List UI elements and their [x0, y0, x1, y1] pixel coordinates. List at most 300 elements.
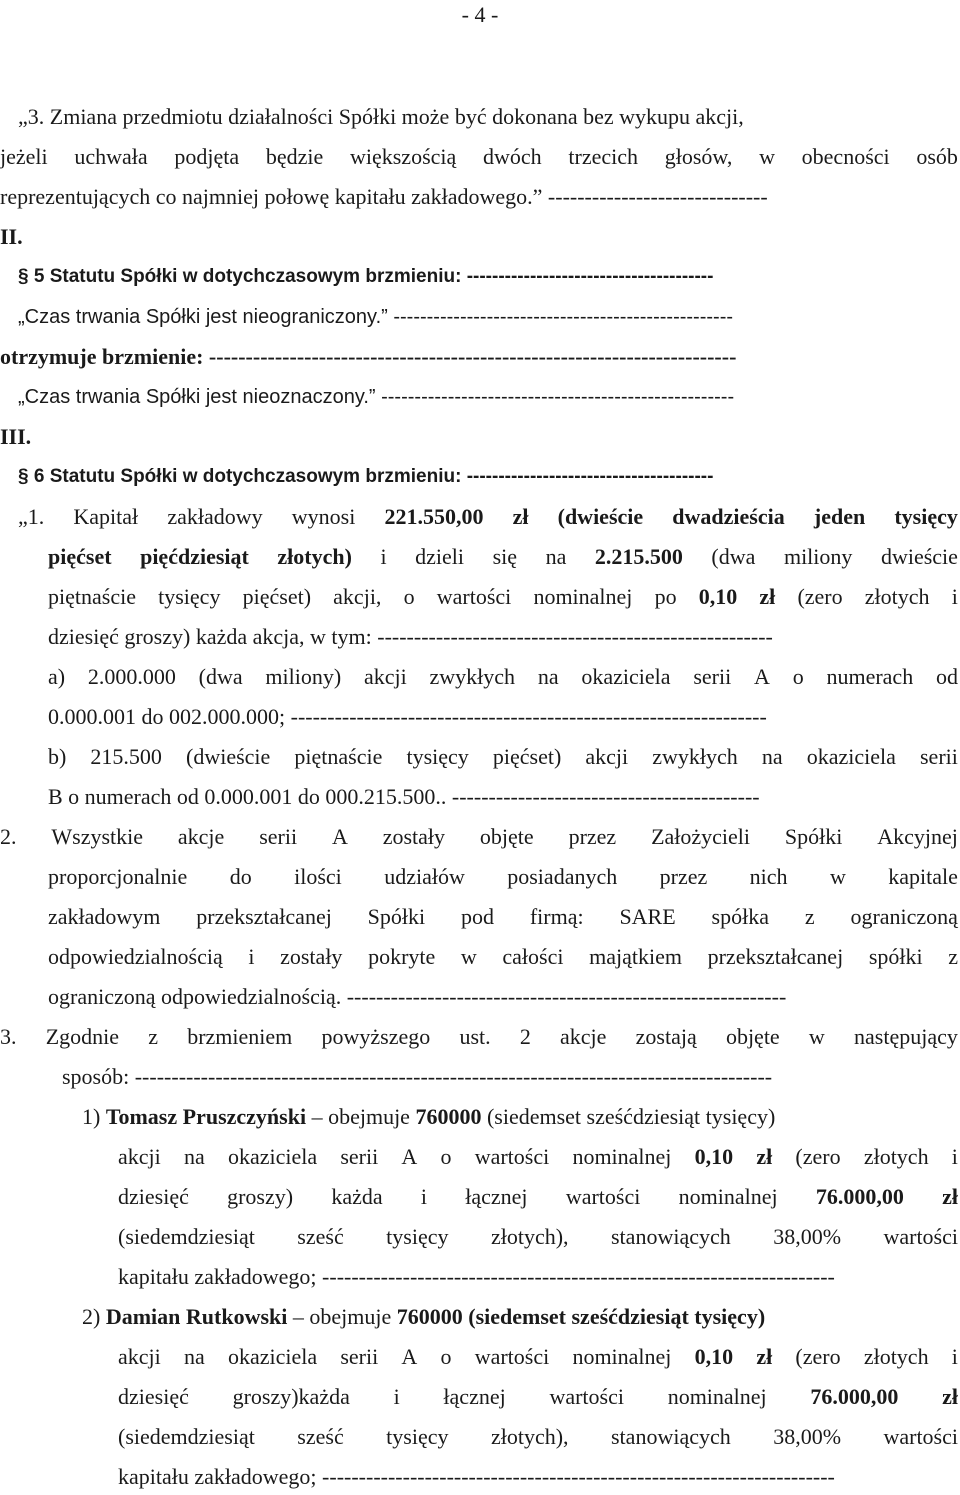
text-run: ilości	[294, 864, 342, 889]
word	[916, 144, 958, 170]
word	[942, 1384, 958, 1410]
word	[493, 544, 517, 570]
word	[148, 1024, 158, 1050]
text-run: reprezentujących co najmniej połowę kapitału zakładowego.” ------------------------------	[0, 184, 768, 209]
word	[18, 504, 44, 530]
text-run: majątkiem	[589, 944, 682, 969]
bold-text: 76.000,00	[810, 1384, 899, 1409]
word	[167, 504, 262, 530]
word	[589, 944, 682, 970]
text-run: w	[808, 1024, 825, 1049]
bold-text: tysięcy	[894, 504, 958, 529]
bold-text: 0,10	[694, 1344, 734, 1369]
text-line	[18, 464, 958, 490]
word	[546, 544, 567, 570]
text-run: akcje	[560, 1024, 607, 1049]
word	[186, 744, 270, 770]
text-line	[48, 664, 958, 690]
word	[277, 544, 352, 570]
text-run: (dwieście	[186, 744, 271, 769]
word	[693, 664, 731, 690]
word	[756, 1344, 772, 1370]
word	[441, 1344, 452, 1370]
word	[187, 1024, 292, 1050]
word	[475, 1144, 550, 1170]
word	[695, 1144, 734, 1170]
text-line	[48, 944, 958, 970]
text-run: przez	[659, 864, 708, 889]
text-run: groszy)każda	[232, 1384, 350, 1409]
word	[533, 584, 632, 610]
text-run: przez	[568, 824, 617, 849]
text-run: sześć	[297, 1224, 344, 1249]
bold-text: II.	[0, 224, 23, 249]
word	[869, 944, 923, 970]
text-run: akcji	[363, 664, 407, 689]
text-run: Spółki	[784, 824, 843, 849]
text-run: „Czas trwania Spółki jest nieograniczony.” ---------------------------------------------------	[18, 306, 734, 328]
text-run: zwykłych	[429, 664, 516, 689]
word	[118, 1384, 189, 1410]
word	[0, 1024, 17, 1050]
text-run: akcji	[118, 1144, 161, 1169]
text-run: na	[537, 664, 559, 689]
word	[230, 864, 252, 890]
text-run: pod	[460, 904, 494, 929]
word	[865, 584, 930, 610]
text-run: 1)	[82, 1104, 106, 1129]
text-run: obecności	[801, 144, 890, 169]
text-run: – obejmuje	[306, 1104, 416, 1129]
word	[118, 1224, 255, 1250]
text-run: wartości	[549, 1384, 624, 1409]
word	[118, 1344, 161, 1370]
word	[894, 504, 958, 530]
text-run: złotych	[863, 1344, 929, 1369]
text-run: (siedemdziesiąt	[118, 1424, 255, 1449]
word	[759, 144, 775, 170]
word	[795, 1144, 840, 1170]
word	[864, 1344, 929, 1370]
word	[430, 664, 516, 690]
text-run: – obejmuje	[287, 1304, 397, 1329]
word	[572, 1344, 671, 1370]
text-run: i	[248, 944, 255, 969]
text-run: dwóch	[483, 144, 542, 169]
text-run: pięćset)	[492, 744, 562, 769]
word	[513, 504, 529, 530]
text-run: miliony	[783, 544, 853, 569]
word	[88, 664, 176, 690]
word	[952, 1144, 958, 1170]
text-run: będzie	[265, 144, 324, 169]
word	[401, 1344, 417, 1370]
word	[655, 584, 677, 610]
text-run: i	[420, 1184, 428, 1209]
word	[569, 824, 617, 850]
text-run: większością	[349, 144, 457, 169]
text-run: na	[545, 544, 567, 569]
word	[266, 144, 323, 170]
word	[651, 824, 750, 850]
bold-text: zł	[942, 1184, 958, 1209]
text-run: osób	[916, 144, 958, 169]
text-line	[48, 624, 958, 650]
word	[364, 664, 407, 690]
text-run: 38,00%	[773, 1224, 842, 1249]
text-run: wartości	[474, 1344, 550, 1369]
text-line	[118, 1224, 958, 1250]
text-run: odpowiedzialnością	[48, 944, 223, 969]
text-line	[48, 784, 958, 810]
text-run: wartości	[883, 1224, 958, 1249]
word	[294, 744, 382, 770]
word	[394, 1384, 400, 1410]
bold-text: zł	[512, 504, 529, 529]
word	[785, 824, 842, 850]
text-run: akcji,	[333, 584, 382, 609]
word	[48, 664, 65, 690]
word	[595, 544, 683, 570]
word	[611, 1424, 731, 1450]
text-run: i	[393, 1384, 400, 1409]
word	[292, 504, 356, 530]
word	[712, 904, 769, 930]
text-run: Kapitał	[73, 504, 139, 529]
text-line	[0, 224, 958, 250]
word	[461, 944, 477, 970]
bold-text: (dwieście	[557, 504, 644, 529]
word	[465, 1184, 527, 1210]
text-run: ograniczoną	[850, 904, 958, 929]
text-run: (siedemset sześćdziesiąt tysięcy)	[481, 1104, 776, 1129]
word	[332, 824, 348, 850]
text-line	[18, 104, 958, 130]
text-run: okaziciela	[227, 1344, 318, 1369]
text-run: wartości	[474, 1144, 550, 1169]
bold-text: zł	[759, 584, 776, 609]
word	[483, 144, 542, 170]
word	[793, 664, 804, 690]
text-run: serii	[340, 1144, 379, 1169]
text-run: (zero	[795, 1144, 841, 1169]
text-run: podjęta	[174, 144, 240, 169]
word	[178, 824, 224, 850]
word	[942, 1184, 958, 1210]
word	[668, 1384, 767, 1410]
text-line	[48, 544, 958, 570]
word	[350, 144, 456, 170]
text-run: „Czas trwania Spółki jest nieoznaczony.” -----------------------------------------------------	[18, 386, 735, 408]
word	[660, 864, 708, 890]
text-run: złotych),	[490, 1424, 569, 1449]
text-run: ograniczoną odpowiedzialnością. ------------------------------------------------------------	[48, 984, 787, 1009]
word	[726, 1024, 780, 1050]
word	[297, 1424, 343, 1450]
bold-text: Tomasz Pruszczyński	[105, 1104, 307, 1129]
word	[480, 824, 534, 850]
text-run: z	[148, 1024, 158, 1049]
text-run: następujący	[854, 1024, 958, 1049]
text-run: trzecich	[568, 144, 638, 169]
text-line	[18, 304, 958, 330]
word	[475, 1344, 550, 1370]
bold-text: jeden	[813, 504, 866, 529]
text-run: zakładowy	[167, 504, 263, 529]
text-run: 0.000.001 do 002.000.000; -----------------------------------------------------------------	[48, 704, 767, 729]
word	[816, 1184, 904, 1210]
text-run: wynosi	[291, 504, 356, 529]
text-line	[82, 1304, 958, 1330]
word	[280, 944, 342, 970]
word	[672, 504, 784, 530]
text-run: uchwała	[74, 144, 148, 169]
text-run: brzmieniem	[187, 1024, 293, 1049]
text-run: jeżeli	[0, 144, 48, 169]
text-run: o	[403, 584, 415, 609]
word	[762, 744, 783, 770]
text-run: łącznej	[443, 1384, 506, 1409]
word	[802, 144, 890, 170]
bold-text: 760000	[415, 1104, 482, 1129]
text-run: A	[754, 664, 770, 689]
bold-text: zł	[942, 1384, 958, 1409]
text-run: przekształcanej	[707, 944, 844, 969]
word	[810, 1384, 898, 1410]
text-run: wartości	[565, 1184, 641, 1209]
word	[243, 584, 311, 610]
text-line	[18, 504, 958, 530]
text-run: (dwa	[711, 544, 756, 569]
text-run: w	[829, 864, 846, 889]
text-run: w	[460, 944, 477, 969]
text-run: nominalnej	[572, 1144, 672, 1169]
word	[174, 144, 239, 170]
word	[48, 904, 160, 930]
word	[199, 664, 243, 690]
text-line	[0, 344, 958, 370]
text-run: dziesięć	[118, 1384, 189, 1409]
text-run: „1.	[18, 504, 45, 529]
word	[228, 1344, 317, 1370]
text-run: przekształcanej	[196, 904, 332, 929]
text-run: na	[183, 1344, 205, 1369]
word	[294, 864, 342, 890]
text-line	[48, 704, 958, 730]
word	[807, 744, 896, 770]
text-run: o	[440, 1344, 452, 1369]
text-run: od	[935, 664, 958, 689]
text-line	[0, 424, 958, 450]
text-run: ust.	[459, 1024, 491, 1049]
word	[48, 944, 223, 970]
text-run: o	[792, 664, 804, 689]
text-run: zostały	[382, 824, 446, 849]
word	[699, 584, 738, 610]
text-run: (zero	[795, 1344, 841, 1369]
bold-text: pięćdziesiąt	[140, 544, 249, 569]
text-run: z	[948, 944, 958, 969]
word	[368, 904, 425, 930]
text-run: nich	[749, 864, 788, 889]
text-run: udziałów	[384, 864, 465, 889]
word	[948, 944, 958, 970]
word	[421, 1184, 427, 1210]
word	[401, 1144, 417, 1170]
text-run: złotych	[864, 584, 930, 609]
text-run: 2.000.000	[87, 664, 176, 689]
text-run: 3.	[0, 1024, 17, 1049]
text-run: złotych),	[490, 1224, 569, 1249]
text-run: spółka	[711, 904, 769, 929]
word	[415, 544, 464, 570]
bold-text: 0,10	[698, 584, 738, 609]
text-run: nominalnej	[572, 1344, 672, 1369]
text-run: Wszystkie	[51, 824, 144, 849]
text-line	[118, 1144, 958, 1170]
word	[459, 1024, 490, 1050]
text-line	[0, 184, 958, 210]
word	[340, 1344, 378, 1370]
word	[248, 944, 254, 970]
text-run: numerach	[826, 664, 914, 689]
text-line	[62, 1064, 958, 1090]
text-run: akcji	[585, 744, 629, 769]
word	[826, 664, 913, 690]
text-run: sześć	[297, 1424, 344, 1449]
word	[259, 824, 297, 850]
word	[936, 664, 958, 690]
word	[566, 1184, 641, 1210]
text-run: objęte	[479, 824, 534, 849]
text-run: b)	[48, 744, 67, 769]
word	[520, 1024, 531, 1050]
word	[386, 1424, 448, 1450]
word	[48, 544, 112, 570]
text-run: stanowiących	[611, 1424, 731, 1449]
text-run: na	[761, 744, 783, 769]
text-run: kapitału zakładowego; ----------------------------------------------------------------------	[118, 1264, 835, 1289]
text-run: serii	[920, 744, 958, 769]
text-run: tysięcy	[386, 1424, 449, 1449]
word	[877, 824, 958, 850]
word	[560, 1024, 606, 1050]
text-run: na	[183, 1144, 205, 1169]
text-run: okaziciela	[581, 664, 671, 689]
text-run: o	[440, 1144, 452, 1169]
text-run: nominalnej	[667, 1384, 767, 1409]
text-run: łącznej	[465, 1184, 528, 1209]
bold-text: III.	[0, 424, 32, 449]
word	[386, 1224, 448, 1250]
text-line	[118, 1184, 958, 1210]
word	[196, 904, 332, 930]
word	[461, 904, 494, 930]
word	[549, 1384, 624, 1410]
word	[384, 504, 483, 530]
word	[773, 1224, 841, 1250]
text-run: „3. Zmiana przedmiotu działalności Spółki może być dokonana bez wykupu akcji,	[18, 104, 744, 129]
bold-text: 76.000,00	[815, 1184, 904, 1209]
word	[854, 1024, 958, 1050]
text-run: nominalnej	[678, 1184, 778, 1209]
word	[184, 1344, 205, 1370]
bold-text: otrzymuje brzmienie: ------------------------------------------------------------------------	[0, 344, 737, 369]
text-run: posiadanych	[507, 864, 618, 889]
word	[333, 584, 381, 610]
text-run: i	[951, 1144, 958, 1169]
word	[507, 864, 617, 890]
bold-text: § 6 Statutu Spółki w dotychczasowym brzmieniu: ---------------------------------------	[18, 466, 714, 487]
text-run: Spółki	[367, 904, 426, 929]
text-run: Założycieli	[651, 824, 751, 849]
word	[384, 864, 465, 890]
text-run: SARE	[619, 904, 676, 929]
word	[233, 1384, 350, 1410]
text-run: spółki	[868, 944, 923, 969]
text-line	[0, 1024, 958, 1050]
word	[406, 744, 468, 770]
text-run: tysięcy	[158, 584, 221, 609]
text-run: zostają	[635, 1024, 697, 1049]
text-run: (zero	[797, 584, 843, 609]
text-run: złotych	[863, 1144, 929, 1169]
word	[558, 504, 644, 530]
text-run: Akcyjnej	[877, 824, 958, 849]
word	[0, 144, 48, 170]
text-run: zostały	[280, 944, 343, 969]
text-run: serii	[340, 1344, 379, 1369]
text-run: 215.500	[90, 744, 162, 769]
text-line	[0, 144, 958, 170]
text-run: tysięcy	[406, 744, 469, 769]
word	[538, 664, 559, 690]
text-run: (dwa	[198, 664, 243, 689]
text-line	[118, 1264, 958, 1290]
text-line	[0, 824, 958, 850]
word	[773, 1424, 841, 1450]
word	[814, 504, 865, 530]
word	[920, 744, 958, 770]
text-run: miliony)	[265, 664, 342, 689]
text-run: piętnaście	[48, 584, 136, 609]
text-run: dwieście	[880, 544, 958, 569]
word	[581, 664, 670, 690]
text-run: kapitału zakładowego; ----------------------------------------------------------------------	[118, 1464, 835, 1489]
text-run: powyższego	[321, 1024, 431, 1049]
word	[46, 1024, 119, 1050]
text-run: wartości	[883, 1424, 958, 1449]
word	[118, 1184, 189, 1210]
text-line	[82, 1104, 958, 1130]
text-run: okaziciela	[806, 744, 896, 769]
text-run: stanowiących	[611, 1224, 731, 1249]
word	[90, 744, 162, 770]
word	[695, 1344, 734, 1370]
text-run: i	[380, 544, 387, 569]
word	[568, 144, 638, 170]
text-run: serii	[259, 824, 298, 849]
text-run: głosów,	[664, 144, 733, 169]
word	[611, 1224, 731, 1250]
word	[805, 904, 815, 930]
bold-text: zł	[756, 1344, 773, 1369]
bold-text: 0,10	[694, 1144, 734, 1169]
word	[952, 1344, 958, 1370]
text-run: (siedemdziesiąt	[118, 1224, 255, 1249]
word	[493, 744, 561, 770]
word	[636, 1024, 697, 1050]
